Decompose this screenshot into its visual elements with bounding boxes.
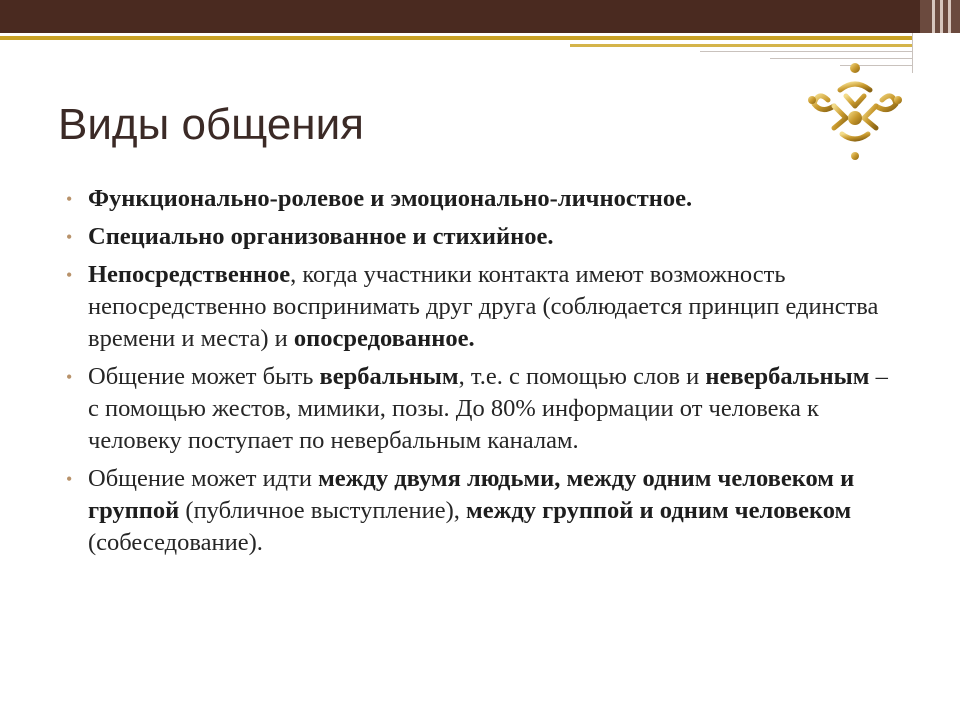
bullet-text: – с помощью жестов, мимики, позы. До 80% информации от человека к человеку поступает по невербальным каналам. xyxy=(88,363,888,454)
bullet-text-bold: между двумя людьми, между одним человеком и группой xyxy=(88,465,855,524)
bullet-item xyxy=(66,221,896,253)
corner-stripe xyxy=(932,0,935,33)
bullet-dot-icon: • xyxy=(66,469,73,489)
bullet-text-bold: опосредованное. xyxy=(293,325,475,352)
bullet-list-container xyxy=(66,183,896,565)
bullet-dot-icon: • xyxy=(66,367,73,387)
gold-accent-line-short xyxy=(570,44,912,47)
decorative-thin-line-vertical xyxy=(912,33,913,73)
bullet-item xyxy=(66,183,896,215)
bullet-text: , т.е. с помощью слов и xyxy=(458,363,706,390)
bullet-dot-icon: • xyxy=(66,189,73,209)
corner-stripe xyxy=(940,0,943,33)
bullet-dot-icon: • xyxy=(66,265,73,285)
bullet-text-bold: Функционально-ролевое и эмоционально-личностное. xyxy=(88,185,693,212)
gold-accent-line xyxy=(0,36,912,40)
gold-filigree-ornament-icon xyxy=(800,60,910,165)
bullet-item xyxy=(66,463,896,559)
slide-title: Виды общения xyxy=(58,100,365,149)
corner-stripe xyxy=(948,0,951,33)
bullet-text-bold: между группой и одним человеком xyxy=(466,497,852,524)
bullet-item xyxy=(66,361,896,457)
decorative-thin-line xyxy=(700,51,912,52)
top-decorative-bar xyxy=(0,0,920,33)
bullet-text-bold: Специально организованное и стихийное. xyxy=(88,223,554,250)
bullet-list xyxy=(66,183,896,559)
bullet-text: , когда участники контакта имеют возможность непосредственно воспринимать друг друга (соблюдается принцип единства времени и места) и xyxy=(88,261,879,352)
bullet-text-bold: Непосредственное xyxy=(88,261,291,288)
bullet-text: Общение может идти xyxy=(88,465,319,492)
decorative-thin-line xyxy=(770,58,912,59)
bullet-text-bold: невербальным xyxy=(705,363,870,390)
bullet-item xyxy=(66,259,896,355)
bullet-dot-icon: • xyxy=(66,227,73,247)
bullet-text: (публичное выступление), xyxy=(179,497,467,524)
bullet-text-bold: вербальным xyxy=(319,363,459,390)
bullet-text: Общение может быть xyxy=(88,363,320,390)
bullet-text: (собеседование). xyxy=(88,529,263,556)
